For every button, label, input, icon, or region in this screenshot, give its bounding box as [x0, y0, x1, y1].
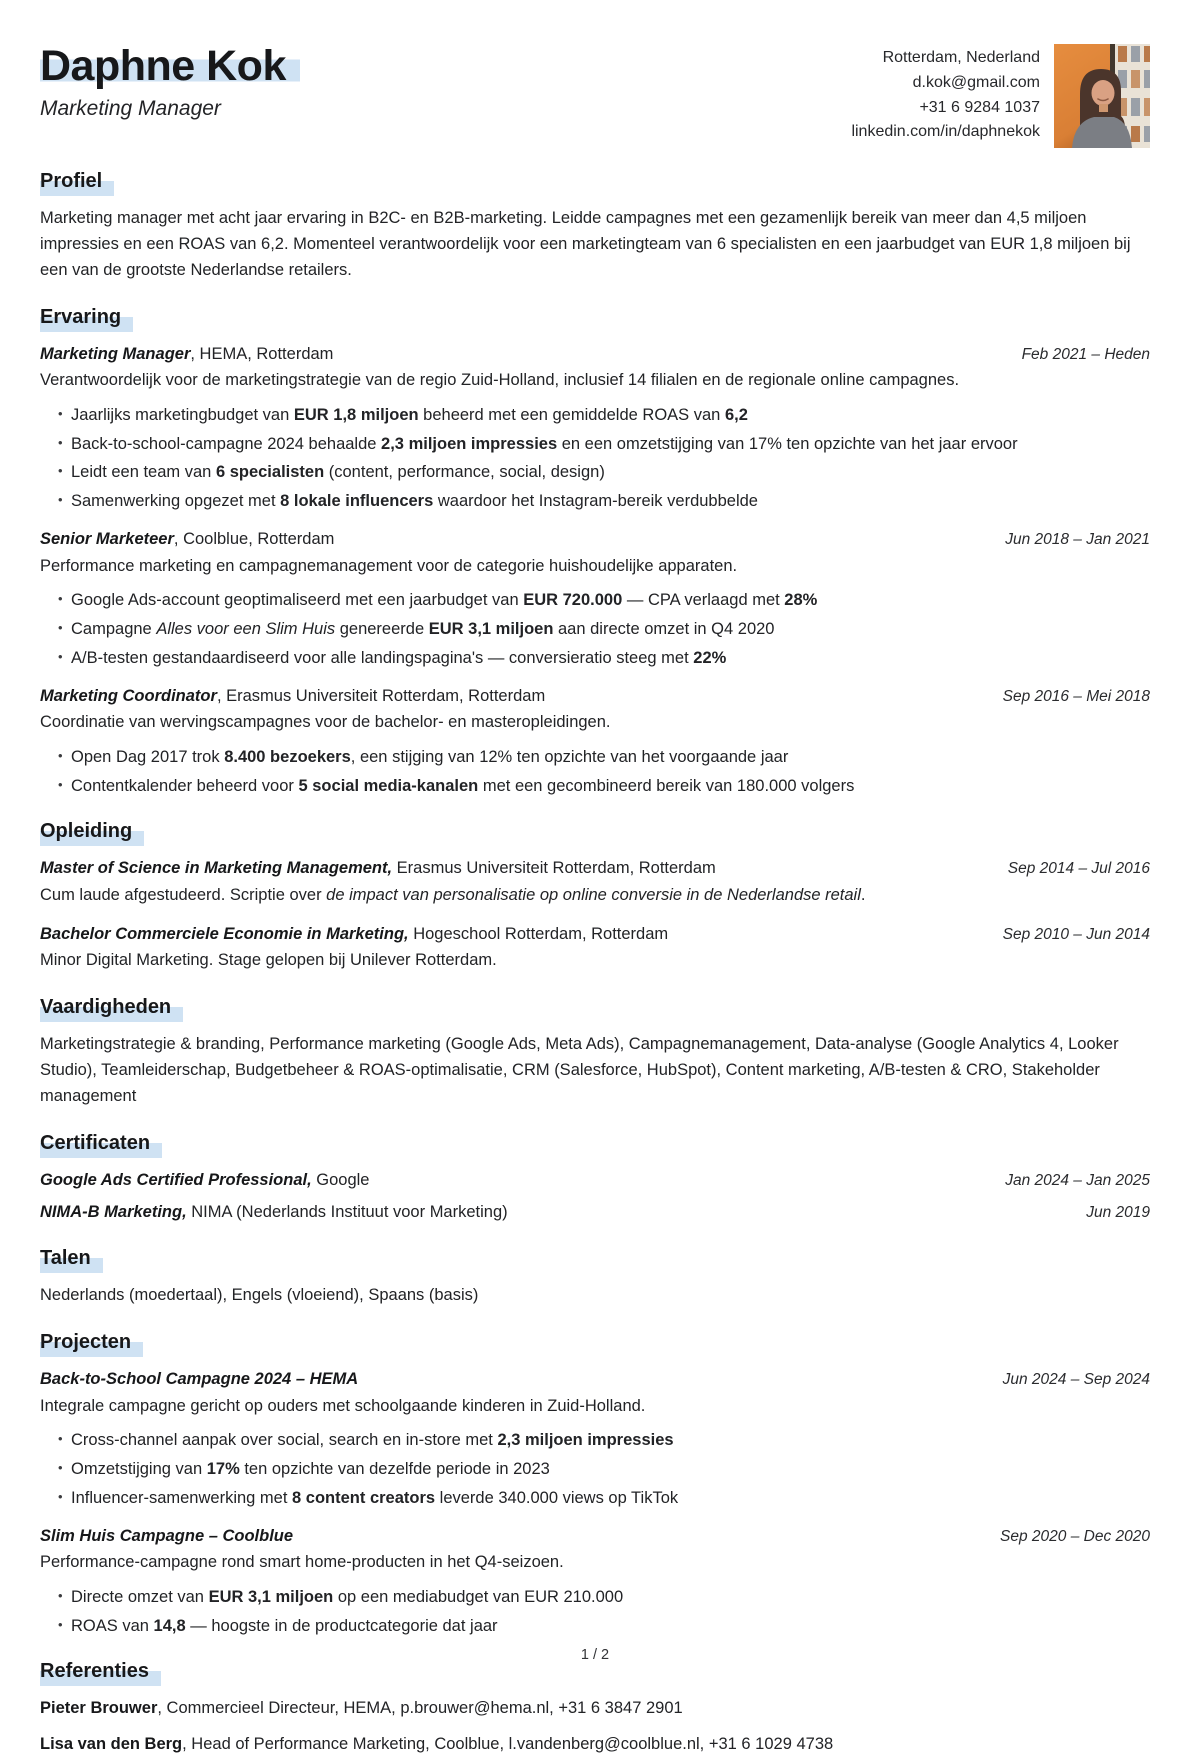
certificate-title-line [40, 1168, 369, 1193]
project-summary: Performance-campagne rond smart home-producten in het Q4-seizoen. [40, 1553, 564, 1572]
job-org: , Coolblue, Rotterdam [173, 529, 335, 548]
degree-head [40, 922, 1150, 947]
job-role: Senior Marketeer [40, 529, 174, 548]
job-entry [40, 684, 1150, 799]
job-summary: Performance marketing en campagnemanagement voor de categorie huishoudelijke apparaten. [40, 556, 738, 575]
job-head [40, 684, 1150, 709]
degree-entry [40, 856, 1150, 908]
degree-name: Bachelor Commerciele Economie in Marketing, [40, 924, 409, 943]
job-bullet: • Google Ads-account geoptimaliseerd met een jaarbudget van EUR 720.000 — CPA verlaagd met 28% [58, 588, 1150, 613]
job-summary: Verantwoordelijk voor de marketingstrategie van de regio Zuid-Holland, inclusief 14 filialen en de regionale online campagnes. [40, 371, 960, 390]
certificate-issuer: NIMA (Nederlands Instituut voor Marketing) [186, 1203, 508, 1222]
project-bullet: • ROAS van 14,8 — hoogste in de productcategorie dat jaar [58, 1614, 1150, 1639]
person-name [40, 42, 300, 90]
project-title-line [40, 1524, 293, 1549]
section-profiel [40, 170, 1150, 284]
project-entry [40, 1367, 1150, 1511]
job-bullet: • Campagne Alles voor een Slim Huis genereerde EUR 3,1 miljoen aan directe omzet in Q4 2020 [58, 617, 1150, 642]
job-bullet: • Open Dag 2017 trok 8.400 bezoekers, een stijging van 12% ten opzichte van het voorgaande jaar [58, 745, 1150, 770]
job-org: , Erasmus Universiteit Rotterdam, Rotterdam [216, 686, 546, 705]
job-title-line [40, 342, 333, 367]
contact-email: d.kok@gmail.com [912, 73, 1040, 91]
contact-phone: +31 6 9284 1037 [919, 98, 1040, 116]
project-summary: Integrale campagne gericht op ouders met schoolgaande kinderen in Zuid-Holland. [40, 1396, 646, 1415]
project-entry [40, 1524, 1150, 1639]
contact-info [851, 46, 1040, 145]
section-heading-talen: Talen [40, 1247, 1150, 1273]
contact-linkedin: linkedin.com/in/daphnekok [851, 123, 1040, 141]
profile-photo-graphic [1054, 44, 1150, 148]
certificate-issuer: Google [311, 1170, 370, 1189]
section-heading-referenties: Referenties [40, 1660, 1150, 1686]
job-bullet: • Contentkalender beheerd voor 5 social media-kanalen met een gecombineerd bereik van 180.000 volgers [58, 774, 1150, 799]
talen-text: Nederlands (moedertaal), Engels (vloeiend), Spaans (basis) [40, 1286, 479, 1305]
job-bullets [58, 745, 1150, 799]
identity-block [40, 42, 300, 121]
person-job-title: Marketing Manager [40, 97, 221, 121]
reference-row [40, 1732, 1150, 1758]
project-title-line [40, 1367, 358, 1392]
profiel-text: Marketing manager met acht jaar ervaring in B2C- en B2B-marketing. Leidde campagnes met een gezamenlijk bereik van meer dan 4,5 miljoen impressies en een ROAS van 6,2. Momenteel verantwoordelijk voor een marketingteam van 6 specialisten en een jaarbudget van EUR 1,8 miljoen bij een van de grootste Nederlandse retailers. [40, 209, 1131, 279]
profile-photo [1054, 44, 1150, 148]
reference-details: , Head of Performance Marketing, Coolblue, l.vandenberg@coolblue.nl, +31 6 1029 4738 [182, 1734, 834, 1753]
project-date: Sep 2020 – Dec 2020 [1000, 1527, 1150, 1545]
certificate-title-line [40, 1200, 508, 1225]
project-bullet: • Influencer-samenwerking met 8 content creators leverde 340.000 views op TikTok [58, 1486, 1150, 1511]
job-date: Sep 2016 – Mei 2018 [1002, 687, 1150, 705]
section-heading-projecten: Projecten [40, 1331, 1150, 1357]
degree-title-line [40, 922, 668, 947]
section-heading-opleiding: Opleiding [40, 820, 1150, 846]
job-head [40, 342, 1150, 367]
reference-details: , Commercieel Directeur, HEMA, p.brouwer@hema.nl, +31 6 3847 2901 [157, 1699, 683, 1718]
certificate-row [40, 1168, 1150, 1193]
certificate-name: NIMA-B Marketing, [40, 1203, 187, 1222]
job-title-line [40, 527, 334, 552]
job-entry [40, 342, 1150, 514]
job-title-line [40, 684, 545, 709]
project-bullet: • Directe omzet van EUR 3,1 miljoen op een mediabudget van EUR 210.000 [58, 1585, 1150, 1610]
vaardigheden-text: Marketingstrategie & branding, Performance marketing (Google Ads, Meta Ads), Campagnemanagement, Data-analyse (Google Analytics 4, Looker Studio), Teamleiderschap, Budgetbeheer & ROAS-optimalisatie, CRM (Salesforce, HubSpot), Content marketing, A/B-testen & CRO, Stakeholder management [40, 1034, 1119, 1105]
degree-entry [40, 922, 1150, 974]
certificate-name: Google Ads Certified Professional, [40, 1170, 312, 1189]
degree-school: Erasmus Universiteit Rotterdam, Rotterdam [392, 859, 716, 878]
section-heading-ervaring: Ervaring [40, 306, 1150, 332]
section-opleiding [40, 820, 1150, 974]
job-bullet: • A/B-testen gestandaardiseerd voor alle landingspagina's — conversieratio steeg met 22% [58, 646, 1150, 671]
job-bullet: • Jaarlijks marketingbudget van EUR 1,8 miljoen beheerd met een gemiddelde ROAS van 6,2 [58, 403, 1150, 428]
project-bullets [58, 1428, 1150, 1510]
job-role: Marketing Coordinator [40, 686, 217, 705]
project-name: Back-to-School Campagne 2024 – HEMA [40, 1370, 359, 1389]
project-head [40, 1367, 1150, 1392]
degree-summary: Minor Digital Marketing. Stage gelopen bij Unilever Rotterdam. [40, 951, 497, 970]
job-bullet: • Back-to-school-campagne 2024 behaalde 2,3 miljoen impressies en een omzetstijging van 17% ten opzichte van het jaar ervoor [58, 432, 1150, 457]
section-vaardigheden [40, 996, 1150, 1110]
person-name-text: Daphne Kok [40, 42, 300, 90]
reference-name: Lisa van den Berg [40, 1734, 183, 1753]
degree-school: Hogeschool Rotterdam, Rotterdam [408, 924, 669, 943]
degree-date: Sep 2014 – Jul 2016 [1007, 860, 1150, 878]
section-ervaring [40, 306, 1150, 799]
job-bullet: • Samenwerking opgezet met 8 lokale influencers waardoor het Instagram-bereik verdubbelde [58, 489, 1150, 514]
certificate-date: Jan 2024 – Jan 2025 [1005, 1171, 1150, 1189]
project-bullet: • Omzetstijging van 17% ten opzichte van dezelfde periode in 2023 [58, 1457, 1150, 1482]
project-head [40, 1524, 1150, 1549]
section-heading-profiel: Profiel [40, 170, 1150, 196]
header-right [851, 44, 1150, 148]
job-role: Marketing Manager [40, 344, 191, 363]
section-referenties [40, 1660, 1150, 1757]
job-head [40, 527, 1150, 552]
header [40, 42, 1150, 148]
section-heading-certificaten: Certificaten [40, 1132, 1150, 1158]
project-date: Jun 2024 – Sep 2024 [1002, 1371, 1150, 1389]
contact-location: Rotterdam, Nederland [882, 49, 1040, 66]
degree-name: Master of Science in Marketing Management, [40, 859, 393, 878]
degree-head [40, 856, 1150, 881]
project-bullet: • Cross-channel aanpak over social, search en in-store met 2,3 miljoen impressies [58, 1428, 1150, 1453]
certificate-row [40, 1200, 1150, 1225]
section-projecten [40, 1331, 1150, 1638]
section-heading-vaardigheden: Vaardigheden [40, 996, 1150, 1022]
job-date: Feb 2021 – Heden [1021, 345, 1150, 363]
certificate-date: Jun 2019 [1086, 1204, 1150, 1222]
job-org: , HEMA, Rotterdam [190, 344, 334, 363]
degree-title-line [40, 856, 716, 881]
reference-row [40, 1696, 1150, 1722]
reference-name: Pieter Brouwer [40, 1699, 158, 1718]
job-bullet: • Leidt een team van 6 specialisten (content, performance, social, design) [58, 460, 1150, 485]
section-certificaten [40, 1132, 1150, 1226]
project-name: Slim Huis Campagne – Coolblue [40, 1526, 294, 1545]
job-date: Jun 2018 – Jan 2021 [1005, 530, 1150, 548]
job-summary: Coordinatie van wervingscampagnes voor de bachelor- en masteropleidingen. [40, 713, 611, 732]
job-bullets [58, 403, 1150, 514]
degree-summary: Cum laude afgestudeerd. Scriptie over de impact van personalisatie op online conversie in de Nederlandse retail. [40, 886, 866, 905]
section-talen [40, 1247, 1150, 1309]
job-entry [40, 527, 1150, 671]
project-bullets [58, 1585, 1150, 1639]
job-bullets [58, 588, 1150, 670]
degree-date: Sep 2010 – Jun 2014 [1002, 925, 1150, 943]
page-number: 1 / 2 [580, 1647, 610, 1663]
